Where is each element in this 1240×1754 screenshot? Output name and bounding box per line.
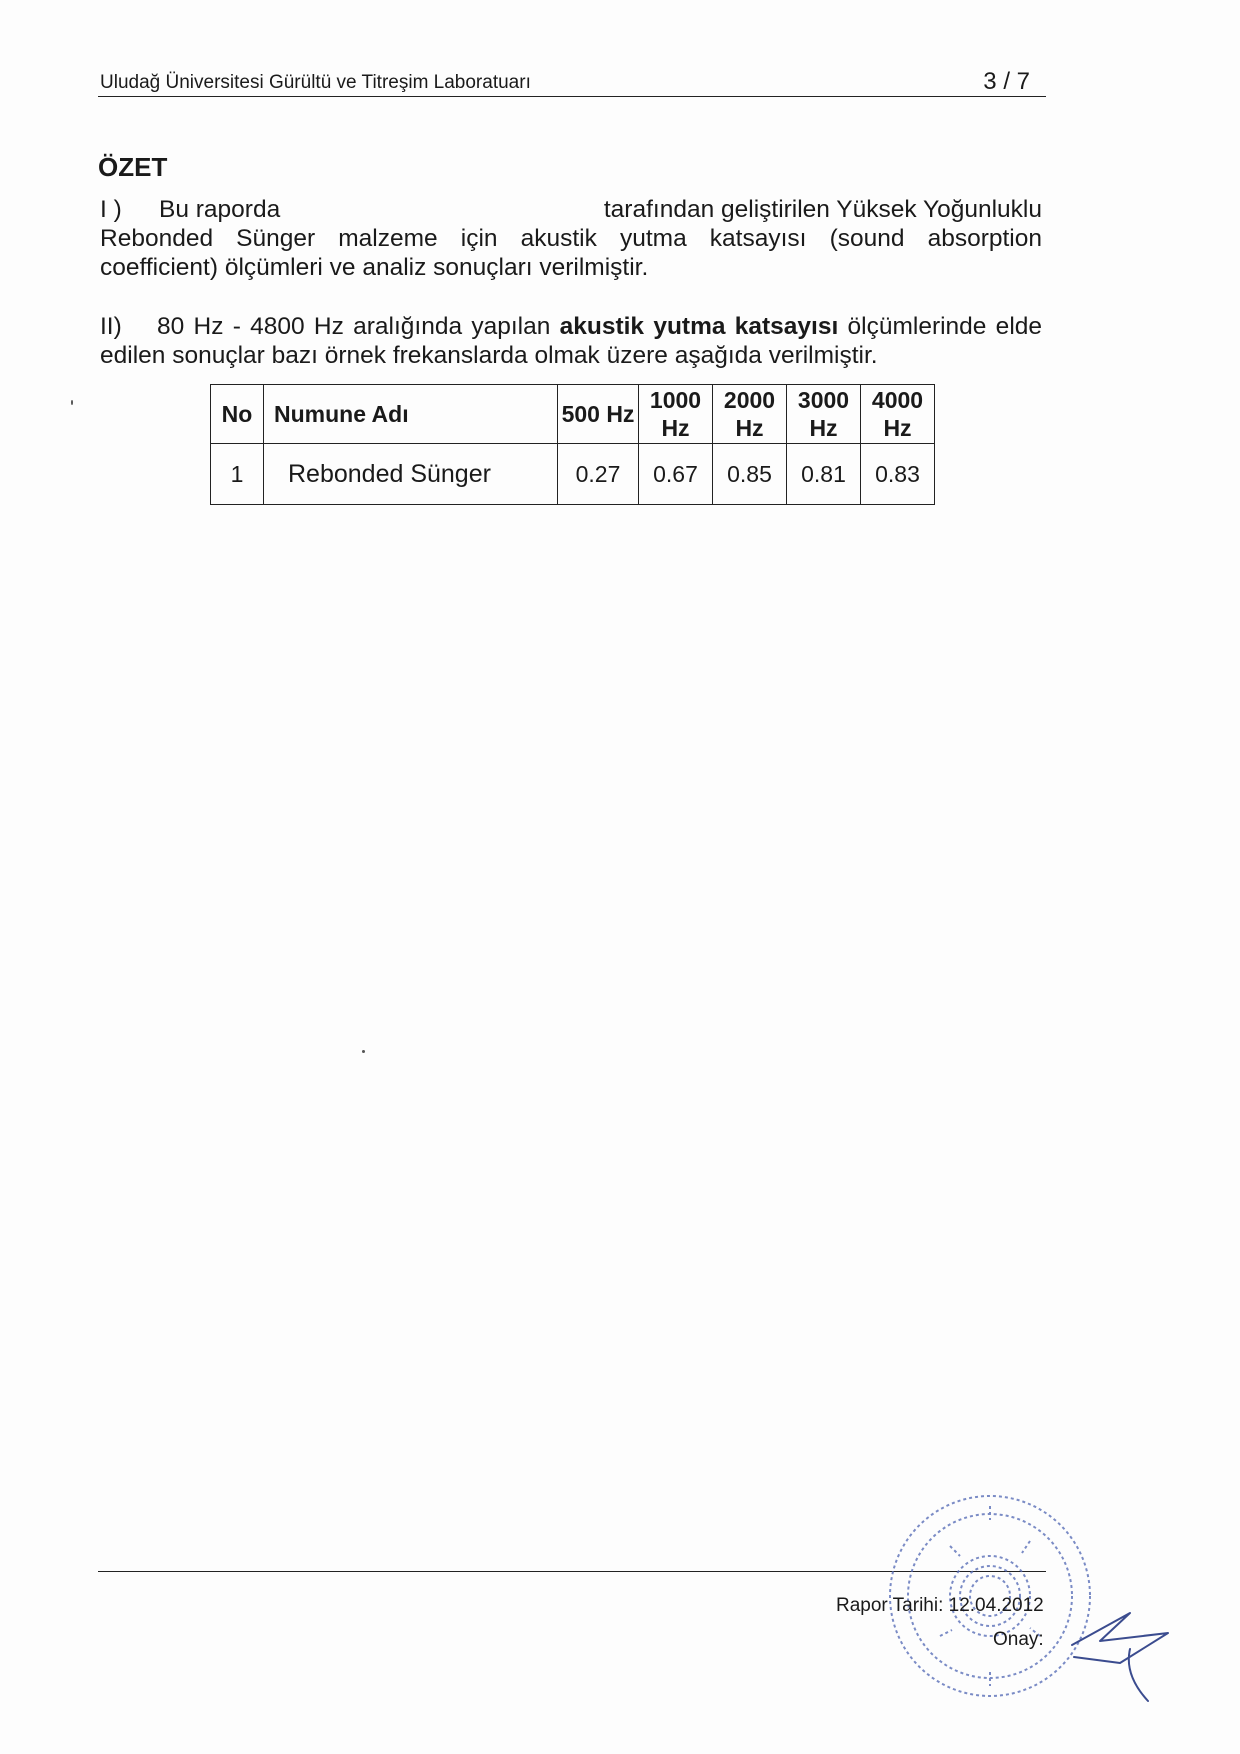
para2-post: ölçümlerinde elde bbox=[847, 313, 1043, 340]
page-number: 3 / 7 bbox=[983, 68, 1030, 95]
summary-paragraph-2 bbox=[100, 312, 1042, 370]
para1-line1-end: tarafından geliştirilen Yüksek Yoğunluklu bbox=[603, 196, 1042, 223]
cell-500hz: 0.27 bbox=[558, 444, 639, 505]
header-4000hz: 4000 Hz bbox=[861, 385, 935, 444]
para1-line2: Rebonded Sünger malzeme için akustik yutma katsayısı (sound absorption bbox=[100, 225, 1042, 252]
cell-sample-name: Rebonded Sünger bbox=[264, 444, 558, 505]
page-header bbox=[98, 68, 1046, 97]
header-sample-name: Numune Adı bbox=[264, 385, 558, 444]
summary-title: ÖZET bbox=[98, 152, 168, 182]
para2-bold-term: akustik yutma katsayısı bbox=[559, 313, 839, 340]
para1-marker: I ) bbox=[100, 196, 122, 223]
header-no: No bbox=[211, 385, 264, 444]
para2-line2: edilen sonuçlar bazı örnek frekanslarda olmak üzere aşağıda verilmiştir. bbox=[100, 342, 878, 369]
report-date: Rapor Tarihi: 12.04.2012 bbox=[836, 1595, 1044, 1616]
results-table bbox=[210, 384, 935, 505]
approval-label: Onay: bbox=[993, 1629, 1044, 1650]
signature-icon bbox=[1060, 1605, 1180, 1705]
header-2000hz: 2000 Hz bbox=[713, 385, 787, 444]
para1-line3: coefficient) ölçümleri ve analiz sonuçları verilmiştir. bbox=[100, 254, 649, 281]
para2-marker: II) bbox=[100, 313, 122, 340]
scan-speck bbox=[362, 1050, 365, 1053]
header-1000hz: 1000 Hz bbox=[639, 385, 713, 444]
summary-paragraph-1 bbox=[100, 195, 1042, 282]
cell-no: 1 bbox=[211, 444, 264, 505]
scan-speck bbox=[71, 400, 73, 405]
para1-start: Bu raporda bbox=[159, 196, 281, 223]
cell-3000hz: 0.81 bbox=[787, 444, 861, 505]
header-500hz: 500 Hz bbox=[558, 385, 639, 444]
lab-name: Uludağ Üniversitesi Gürültü ve Titreşim Laboratuarı bbox=[100, 72, 531, 93]
header-3000hz: 3000 Hz bbox=[787, 385, 861, 444]
cell-4000hz: 0.83 bbox=[861, 444, 935, 505]
table-header-row bbox=[211, 385, 935, 444]
cell-2000hz: 0.85 bbox=[713, 444, 787, 505]
cell-1000hz: 0.67 bbox=[639, 444, 713, 505]
para2-pre: 80 Hz - 4800 Hz aralığında yapılan bbox=[157, 313, 551, 340]
table-row bbox=[211, 444, 935, 505]
